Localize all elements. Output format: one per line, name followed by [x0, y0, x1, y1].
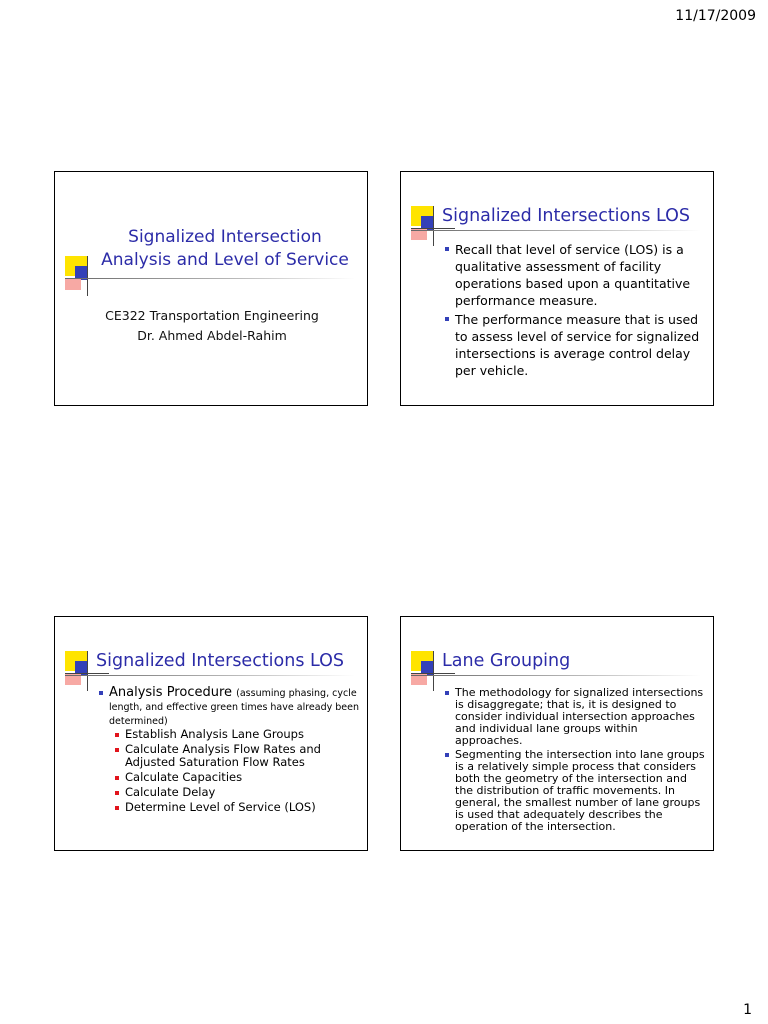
sub-bullet-list	[115, 728, 359, 816]
list-item: Determine Level of Service (LOS)	[115, 801, 359, 814]
list-item: Establish Analysis Lane Groups	[115, 728, 359, 741]
title-rule	[411, 675, 701, 676]
slide-1	[54, 171, 368, 406]
slide-subtitle	[75, 306, 349, 346]
title-rule	[65, 675, 355, 676]
main-bullet-note: (assuming phasing, cycle length, and effective green times have already been determined)	[109, 688, 359, 727]
list-item: Segmenting the intersection into lane groups is a relatively simple process that considers both the geometry of the intersection and the distribution of traffic movements. In general, the smallest number of lane groups is used that adequately describes the operation of the intersection.	[445, 749, 707, 833]
list-item: Calculate Capacities	[115, 771, 359, 784]
list-item	[99, 686, 361, 728]
subtitle-line: Dr. Ahmed Abdel-Rahim	[137, 328, 287, 343]
title-rule	[411, 230, 701, 231]
slide-title: Signalized Intersections LOS	[442, 206, 691, 226]
main-bullet-text: Analysis Procedure	[109, 685, 233, 700]
slide-title: Signalized Intersection Analysis and Level of Service	[101, 227, 349, 270]
list-item: Calculate Delay	[115, 786, 359, 799]
list-item: Recall that level of service (LOS) is a qualitative assessment of facility operations based upon a quantitative performance measure.	[445, 241, 701, 309]
subtitle-line: CE322 Transportation Engineering	[105, 308, 319, 323]
page-date: 11/17/2009	[675, 8, 756, 24]
page-number: 1	[743, 1002, 752, 1018]
list-item: The methodology for signalized intersections is disaggregate; that is, it is designed to consider individual intersection approaches and individual lane groups within approaches.	[445, 687, 707, 747]
bullet-list	[445, 241, 701, 381]
list-item: The performance measure that is used to assess level of service for signalized intersections is average control delay per vehicle.	[445, 311, 701, 379]
title-rule	[65, 278, 355, 279]
slide-title: Lane Grouping	[442, 651, 571, 671]
bullet-list	[99, 686, 361, 728]
slide-3	[54, 616, 368, 851]
slide-title: Signalized Intersections LOS	[96, 651, 345, 671]
bullet-list	[445, 687, 707, 835]
slide-2	[400, 171, 714, 406]
slide-4	[400, 616, 714, 851]
list-item: Calculate Analysis Flow Rates and Adjusted Saturation Flow Rates	[115, 743, 359, 769]
